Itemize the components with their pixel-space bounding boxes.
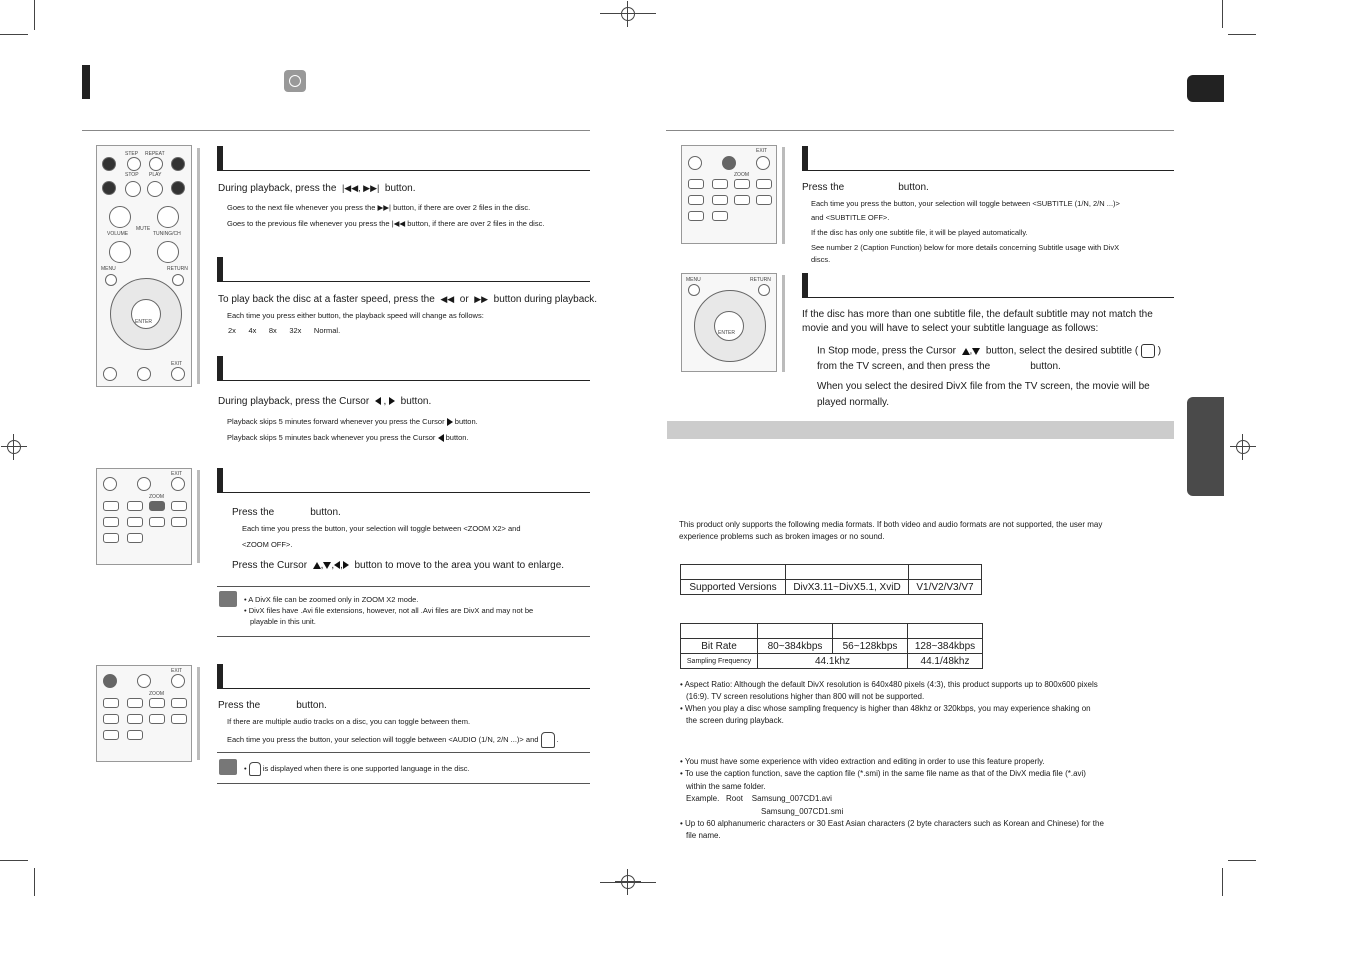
enter-label: ENTER [135, 319, 152, 325]
menu-button-icon [105, 274, 117, 286]
caption-bullet: within the same folder. [686, 782, 766, 791]
tuning-down-icon [157, 241, 179, 263]
fast-play-lead [218, 294, 597, 305]
remote-key-icon [103, 501, 119, 511]
skip5-line-2 [227, 433, 469, 442]
section-header-skip5 [217, 356, 590, 381]
menu-label: MENU [686, 277, 701, 283]
remote-key-icon [712, 211, 728, 221]
table-cell: Bit Rate [681, 639, 758, 654]
cursor-down-icon [972, 348, 980, 355]
cursor-left-icon [334, 561, 340, 569]
caption-bullet: file name. [686, 831, 721, 840]
section-header-skip-file [217, 146, 590, 171]
remote-illustration-subtitle [681, 145, 777, 244]
remote-illustration-audio [96, 665, 192, 762]
zoom-lead-end: button. [310, 507, 341, 518]
table-cell: DivX3.11~DivX5.1, XviD [786, 580, 909, 595]
note-icon [219, 591, 237, 607]
subtitle-lang-p1b: movie and you will have to select your subtitle language as follows: [802, 323, 1099, 334]
subtitle-lang-p2a: In Stop mode, press the Cursor , button, select the desired subtitle ( ) [817, 345, 1162, 357]
crop-mark [1228, 860, 1256, 861]
section-header-zoom [217, 468, 590, 493]
audio-button-icon [103, 477, 117, 491]
subtitle-button-icon [722, 156, 736, 170]
speed-list [228, 326, 340, 335]
step-button-icon [127, 157, 141, 171]
remote-key-icon [734, 195, 750, 205]
remote-key-icon [103, 714, 119, 724]
exit-label: EXIT [756, 148, 768, 154]
remote-key-icon [127, 730, 143, 740]
exit-label: EXIT [171, 361, 183, 367]
skip-file-lead-text: During playback, press the [218, 183, 337, 194]
remote-key-icon [171, 714, 187, 724]
remote-key-icon [149, 517, 165, 527]
section-divider-bar [667, 421, 1174, 439]
remote-key-icon [103, 533, 119, 543]
remote-key-icon [712, 179, 728, 189]
format-bullet: • When you play a disc whose sampling frequency is higher than 48khz or 320kbps, you may experience shaking on [680, 704, 1091, 713]
remote-key-icon [756, 195, 772, 205]
skip5-lead: During playback, press the Cursor , button. [218, 396, 432, 407]
menu-label: MENU [101, 266, 116, 272]
formats-intro-1: This product only supports the following media formats. If both video and audio formats are not supported, the user may [679, 520, 1103, 529]
subtitle-lead-text: Press the [802, 182, 845, 193]
speed-item: 32x [289, 326, 302, 335]
rewind-icon: ◀◀ [440, 294, 455, 304]
zoom-lead2-text: Press the Cursor [232, 560, 308, 571]
zoom-label: ZOOM [149, 691, 164, 697]
registration-mark [1230, 434, 1256, 460]
skip5-text-2: Playback skips 5 minutes back whenever you press the Cursor [227, 433, 436, 442]
forward-icon: ▶▶ [474, 294, 489, 304]
audio-note: • is displayed when there is one supported language in the disc. [244, 762, 470, 776]
audio-note-text: is displayed when there is one supported language in the disc. [262, 763, 470, 773]
info-button-icon [171, 501, 187, 511]
subtitle-lead-end: button. [898, 182, 929, 193]
skip-file-text-3: Goes to the previous file whenever you press the [227, 219, 390, 228]
subtitle-line-3: If the disc has only one subtitle file, it will be played automatically. [811, 228, 1028, 237]
exit-label: EXIT [171, 471, 183, 477]
next-skip-icon [171, 157, 185, 171]
crop-mark [0, 860, 28, 861]
subtitle-lead [802, 182, 929, 193]
table-cell: 80~384kbps [758, 639, 833, 654]
zoom-lead2-end: button to move to the area you want to enlarge. [354, 560, 565, 571]
remote-key-icon [149, 698, 165, 708]
crop-mark [0, 34, 28, 35]
return-label: RETURN [167, 266, 188, 272]
skip-file-line-2 [227, 219, 544, 228]
zoom-note-1: • A DivX file can be zoomed only in ZOOM X2 mode. [244, 595, 419, 604]
exit-button-icon [171, 674, 185, 688]
table-cell: 56~128kbps [833, 639, 908, 654]
zoom-note-3: playable in this unit. [250, 617, 316, 626]
subtitle-line-2: and <SUBTITLE OFF>. [811, 213, 890, 222]
cursor-left-icon [438, 434, 444, 442]
table-cell [909, 565, 982, 580]
format-bullet: the screen during playback. [686, 716, 784, 725]
format-bullet: • Aspect Ratio: Although the default DivX resolution is 640x480 pixels (4:3), this product supports up to 800x600 pixels [680, 680, 1098, 689]
format-bullet: (16:9). TV screen resolutions higher than 800 will not be supported. [686, 692, 925, 701]
subtitle-lang-p2b-end: button. [1030, 361, 1061, 372]
cursor-up-icon [313, 562, 321, 569]
remote-illustration-navigation [681, 273, 777, 372]
subtitle-line-4: See number 2 (Caption Function) below for more details concerning Subtitle usage with DivX [811, 243, 1120, 252]
cursor-left-icon [375, 397, 381, 405]
tuning-up-icon [157, 206, 179, 228]
caption-example: Example. Root Samsung_007CD1.avi [686, 794, 832, 803]
column-separator [197, 470, 200, 563]
step-label: STEP [125, 151, 139, 157]
fast-play-lead-end: button during playback. [493, 294, 598, 305]
repeat-button-icon [149, 157, 163, 171]
return-button-icon [172, 274, 184, 286]
table-cell: Supported Versions [681, 580, 786, 595]
table-cell [681, 565, 786, 580]
next-icon: ▶▶| [377, 203, 391, 212]
skip-file-lead [218, 183, 416, 194]
column-separator [197, 148, 200, 384]
audio-lead [218, 700, 327, 711]
remote-key-icon [712, 195, 728, 205]
subtitle-lang-p1a: If the disc has more than one subtitle file, the default subtitle may not match the [802, 309, 1153, 320]
table-cell [833, 624, 908, 639]
cursor-right-icon [447, 418, 453, 426]
speed-item: 8x [268, 326, 277, 335]
table-cell: V1/V2/V3/V7 [909, 580, 982, 595]
hand-icon [541, 732, 555, 748]
skip5-lead-end: button. [400, 396, 432, 407]
subtitle-lang-p2b-text: from the TV screen, and then press the [817, 361, 991, 372]
prev-next-icon: |◀◀, ▶▶| [341, 183, 380, 193]
note-box-zoom [217, 586, 590, 637]
table-cell [786, 565, 909, 580]
prev-skip-icon [102, 157, 116, 171]
column-separator [782, 147, 785, 244]
audio-button-icon [688, 156, 702, 170]
subtitle-lang-p3a: When you select the desired DivX file from the TV screen, the movie will be [817, 381, 1150, 392]
subtitle-line-5: discs. [811, 255, 831, 264]
note-icon [219, 759, 237, 775]
fast-play-lead-text: To play back the disc at a faster speed, press the [218, 294, 435, 305]
zoom-button-icon [149, 501, 165, 511]
remote-key-icon [171, 517, 187, 527]
subtitle-button-icon [137, 367, 151, 381]
registration-mark [615, 1, 641, 27]
section-header-subtitle [802, 146, 1174, 171]
remote-illustration-zoom [96, 468, 192, 565]
cursor-right-icon [343, 561, 349, 569]
audio-lead-text: Press the [218, 700, 261, 711]
skip-file-line-1 [227, 203, 530, 212]
zoom-lead-text: Press the [232, 507, 275, 518]
speed-item: Normal. [313, 326, 341, 335]
remote-key-icon [149, 714, 165, 724]
table-cell [758, 624, 833, 639]
remote-key-icon [103, 730, 119, 740]
fast-play-line: Each time you press either button, the playback speed will change as follows: [227, 311, 484, 320]
subtitle-button-icon [137, 674, 151, 688]
remote-key-icon [103, 517, 119, 527]
registration-mark [1, 434, 27, 460]
zoom-label: ZOOM [734, 172, 749, 178]
repeat-label: REPEAT [145, 151, 165, 157]
menu-button-icon [688, 284, 700, 296]
section-header-audio [217, 664, 590, 689]
skip-file-text-2: button, if there are over 2 files in the disc. [393, 203, 531, 212]
info-button-icon [756, 179, 772, 189]
stop-icon [125, 181, 141, 197]
header-rule [666, 130, 1174, 131]
audio-format-table [680, 623, 983, 669]
remote-key-icon [127, 533, 143, 543]
caption-bullet: • Up to 60 alphanumeric characters or 30 East Asian characters (2 byte characters such as Korean and Chinese) for the [680, 819, 1104, 828]
skip-file-text-1: Goes to the next file whenever you press the [227, 203, 376, 212]
disc-type-icon [284, 70, 306, 92]
table-cell: 44.1/48khz [908, 654, 983, 669]
video-format-table [680, 564, 982, 595]
skip-file-text-4: button, if there are over 2 files in the disc. [407, 219, 545, 228]
audio-text-2: Each time you press the button, your selection will toggle between <AUDIO (1/N, 2/N ...)> and [227, 734, 539, 744]
subtitle-line-1: Each time you press the button, your selection will toggle between <SUBTITLE (1/N, 2/N ...)> [811, 199, 1120, 208]
zoom-lead-2: Press the Cursor , , , button to move to the area you want to enlarge. [232, 560, 565, 571]
remote-key-icon [734, 179, 750, 189]
volume-label: VOLUME [107, 231, 129, 237]
subtitle-button-icon [137, 477, 151, 491]
info-button-icon [171, 698, 187, 708]
remote-key-icon [688, 179, 704, 189]
cursor-down-icon [323, 562, 331, 569]
speed-item: 4x [248, 326, 257, 335]
subtitle-lang-p2a-end: button, select the desired subtitle ( [985, 345, 1139, 357]
fast-play-or: or [459, 294, 469, 305]
crop-mark [1222, 868, 1223, 896]
skip5-lead-text: During playback, press the Cursor [218, 396, 370, 407]
subtitle-lang-p2b [817, 361, 1061, 372]
caption-example-file: Samsung_007CD1.smi [761, 807, 844, 816]
volume-up-icon [109, 206, 131, 228]
section-side-tab [1187, 397, 1224, 496]
cursor-right-icon [389, 397, 395, 405]
tuning-label: TUNING/CH [153, 231, 181, 237]
subtitle-lang-p3b: played normally. [817, 397, 890, 408]
column-separator [782, 275, 785, 372]
exit-button-icon [171, 477, 185, 491]
caption-bullet: • You must have some experience with video extraction and editing in order to use this feature properly. [680, 757, 1045, 766]
rewind-icon [102, 181, 116, 195]
enter-button-icon [714, 311, 744, 341]
enter-label: ENTER [718, 330, 735, 336]
zoom-line-1: Each time you press the button, your selection will toggle between <ZOOM X2> and [242, 524, 521, 533]
stop-label: STOP [125, 172, 139, 178]
audio-lead-end: button. [296, 700, 327, 711]
registration-line [600, 13, 656, 14]
crop-mark [1222, 0, 1223, 28]
subtitle-icon [1141, 344, 1155, 358]
remote-illustration [96, 145, 192, 387]
column-separator [197, 667, 200, 760]
header-rule [82, 130, 590, 131]
section-header-subtitle-language [802, 273, 1174, 298]
crop-mark [34, 0, 35, 30]
audio-button-icon [103, 674, 117, 688]
audio-button-icon [103, 367, 117, 381]
skip-file-lead-end: button. [384, 183, 416, 194]
previous-icon: |◀◀ [391, 219, 406, 228]
zoom-lead [232, 507, 341, 518]
return-button-icon [758, 284, 770, 296]
play-pause-icon [147, 181, 163, 197]
volume-down-icon [109, 241, 131, 263]
table-cell: 128~384kbps [908, 639, 983, 654]
zoom-note-2: • DivX files have .Avi file extensions, however, not all .Avi files are DivX and may not be [244, 606, 534, 615]
caption-bullet: • To use the caption function, save the caption file (*.smi) in the same file name as that of the DivX media file (*.avi) [680, 769, 1086, 778]
exit-button-icon [171, 367, 185, 381]
remote-key-icon [688, 195, 704, 205]
table-cell: 44.1khz [758, 654, 908, 669]
registration-line [600, 882, 656, 883]
remote-key-icon [127, 517, 143, 527]
cursor-up-icon [962, 348, 970, 355]
table-cell: Sampling Frequency [681, 654, 758, 669]
remote-key-icon [127, 501, 143, 511]
chapter-tab [1187, 75, 1224, 102]
crop-mark [34, 868, 35, 896]
speed-item: 2x [228, 326, 236, 335]
remote-key-icon [127, 698, 143, 708]
audio-line-1: If there are multiple audio tracks on a disc, you can toggle between them. [227, 717, 471, 726]
table-cell [908, 624, 983, 639]
fast-forward-icon [171, 181, 185, 195]
remote-key-icon [688, 211, 704, 221]
hand-icon [249, 762, 261, 776]
mute-label: MUTE [136, 226, 151, 232]
note-box-audio [217, 752, 590, 784]
header-tab-bar [82, 65, 90, 99]
subtitle-lang-p2a-text: In Stop mode, press the Cursor [817, 345, 956, 357]
skip5-text-1-end: button. [454, 417, 478, 426]
audio-line-2: Each time you press the button, your selection will toggle between <AUDIO (1/N, 2/N ...)> and . [227, 732, 559, 748]
skip5-line-1 [227, 417, 478, 426]
remote-key-icon [127, 714, 143, 724]
skip5-text-2-end: button. [445, 433, 469, 442]
play-label: PLAY [149, 172, 162, 178]
formats-intro-2: experience problems such as broken images or no sound. [679, 532, 885, 541]
return-label: RETURN [750, 277, 771, 283]
remote-key-icon [103, 698, 119, 708]
section-header-fast-play [217, 257, 590, 282]
exit-label: EXIT [171, 668, 183, 674]
zoom-label: ZOOM [149, 494, 164, 500]
exit-button-icon [756, 156, 770, 170]
skip5-text-1: Playback skips 5 minutes forward whenever you press the Cursor [227, 417, 445, 426]
crop-mark [1228, 34, 1256, 35]
table-cell [681, 624, 758, 639]
zoom-line-2: <ZOOM OFF>. [242, 540, 293, 549]
